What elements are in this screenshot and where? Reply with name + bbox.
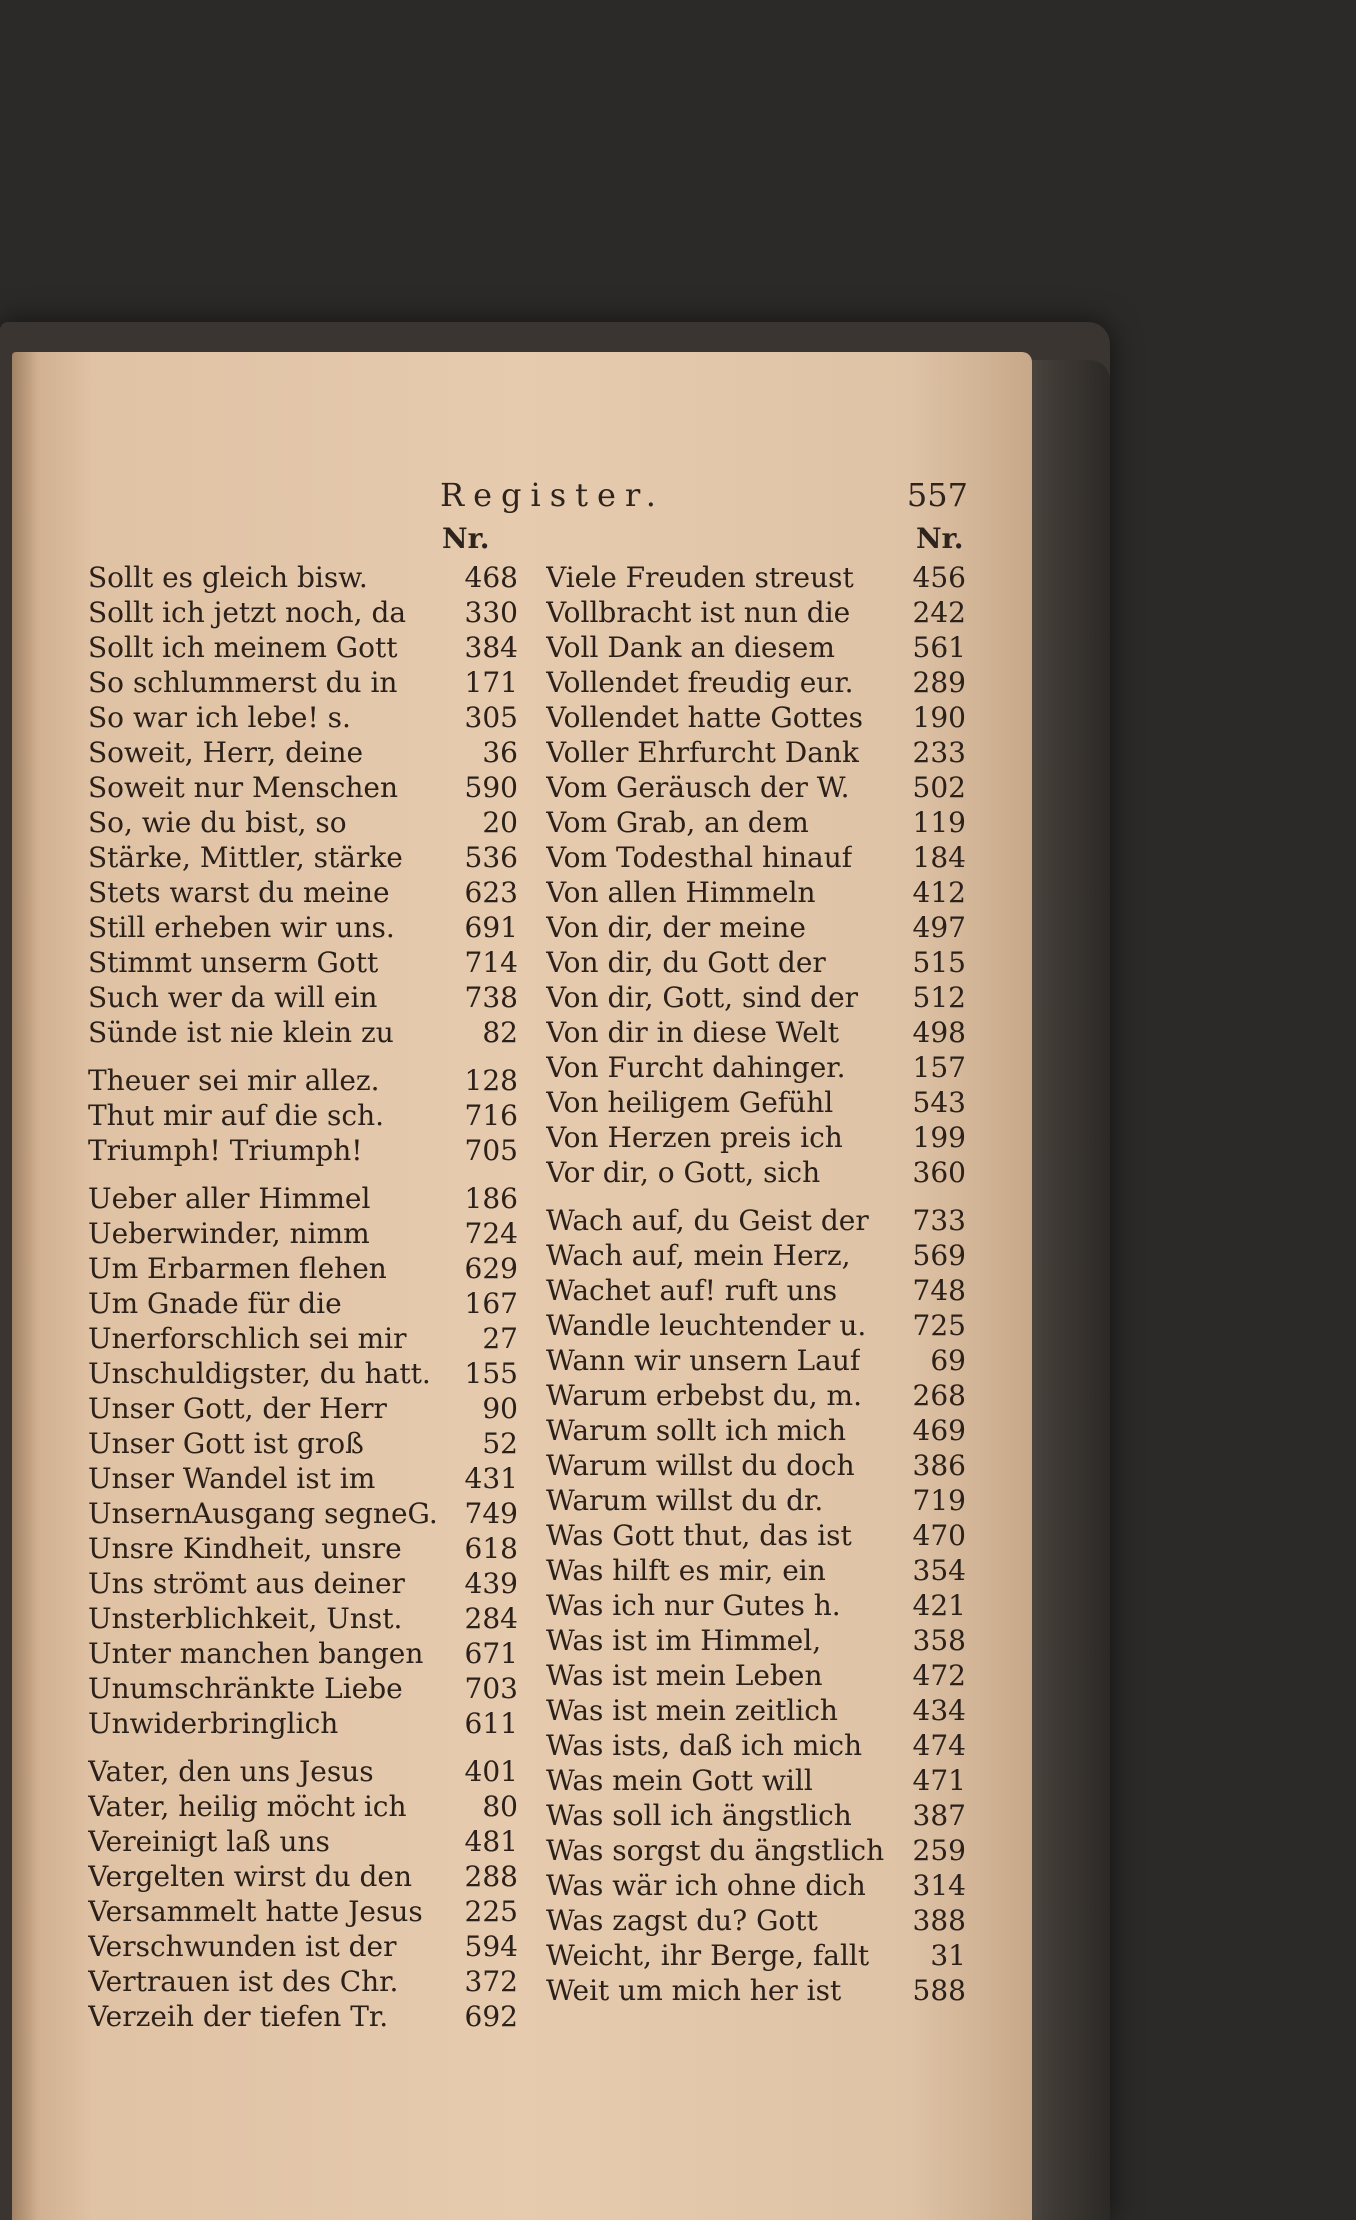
register-entry (88, 595, 518, 630)
hymn-number: 561 (912, 631, 966, 664)
hymn-first-line: Was Gott thut, das ist (546, 1519, 852, 1552)
register-entry (546, 700, 966, 735)
hymn-number: 594 (464, 1930, 518, 1963)
hymn-first-line: Von Furcht dahinger. (546, 1051, 846, 1084)
hymn-first-line: Vergelten wirst du den (88, 1860, 413, 1893)
hymn-number: 288 (464, 1860, 518, 1893)
hymn-first-line: Unsterblichkeit, Unst. (88, 1602, 403, 1635)
register-entry (546, 1015, 966, 1050)
hymn-number: 386 (912, 1449, 966, 1482)
hymn-number: 515 (912, 946, 966, 979)
register-entry (546, 1203, 966, 1238)
hymn-first-line: Weit um mich her ist (546, 1974, 842, 2007)
hymn-number: 471 (912, 1764, 966, 1797)
hymn-first-line: Was ists, daß ich mich (546, 1729, 863, 1762)
hymn-first-line: Sollt es gleich bisw. (88, 561, 368, 594)
register-entry (546, 1903, 966, 1938)
register-entry (88, 735, 518, 770)
hymn-number: 259 (912, 1834, 966, 1867)
hymn-number: 705 (464, 1134, 518, 1167)
hymn-number: 90 (482, 1392, 518, 1425)
register-entry (88, 840, 518, 875)
register-entry (546, 1868, 966, 1903)
hymn-number: 27 (482, 1322, 518, 1355)
hymn-number: 186 (464, 1182, 518, 1215)
hymn-first-line: Ueber aller Himmel (88, 1182, 371, 1215)
hymn-number: 225 (464, 1895, 518, 1928)
hymn-number: 749 (464, 1497, 518, 1530)
hymn-first-line: Unser Gott ist groß (88, 1427, 364, 1460)
hymn-first-line: Ueberwinder, nimm (88, 1217, 370, 1250)
register-entry (88, 1566, 518, 1601)
hymn-first-line: Unwiderbringlich (88, 1707, 339, 1740)
register-entry (88, 1461, 518, 1496)
hymn-number: 724 (464, 1217, 518, 1250)
register-entry (88, 1859, 518, 1894)
register-entry (88, 770, 518, 805)
hymn-first-line: Sünde ist nie klein zu (88, 1016, 394, 1049)
hymn-first-line: Unter manchen bangen (88, 1637, 424, 1670)
register-entry (88, 1706, 518, 1741)
hymn-first-line: Vom Todesthal hinauf (546, 841, 853, 874)
hymn-number: 590 (464, 771, 518, 804)
hymn-first-line: Wach auf, mein Herz, (546, 1239, 851, 1272)
hymn-number: 330 (464, 596, 518, 629)
hymn-first-line: Von dir, du Gott der (546, 946, 826, 979)
hymn-first-line: Voll Dank an diesem (546, 631, 835, 664)
register-right-column (546, 560, 966, 2008)
hymn-number: 469 (912, 1414, 966, 1447)
hymn-first-line: Wachet auf! ruft uns (546, 1274, 838, 1307)
register-entry (546, 840, 966, 875)
register-entry (546, 1085, 966, 1120)
register-entry (88, 1391, 518, 1426)
hymn-number: 498 (912, 1016, 966, 1049)
register-entry (88, 1894, 518, 1929)
register-entry (546, 1343, 966, 1378)
hymn-first-line: Vater, den uns Jesus (88, 1755, 374, 1788)
hymn-first-line: Stets warst du meine (88, 876, 390, 909)
hymn-number: 184 (912, 841, 966, 874)
hymn-number: 703 (464, 1672, 518, 1705)
left-column-number-label: Nr. (442, 522, 490, 555)
hymn-number: 388 (912, 1904, 966, 1937)
hymn-first-line: Triumph! Triumph! (88, 1134, 363, 1167)
hymn-number: 289 (912, 666, 966, 699)
hymn-number: 190 (912, 701, 966, 734)
hymn-number: 611 (464, 1707, 518, 1740)
hymn-first-line: Vor dir, o Gott, sich (546, 1156, 821, 1189)
hymn-first-line: Verschwunden ist der (88, 1930, 397, 1963)
register-entry (546, 1798, 966, 1833)
hymn-first-line: Was zagst du? Gott (546, 1904, 818, 1937)
hymn-number: 716 (464, 1099, 518, 1132)
hymn-number: 434 (912, 1694, 966, 1727)
register-entry (88, 910, 518, 945)
hymn-number: 691 (464, 911, 518, 944)
hymn-number: 456 (912, 561, 966, 594)
hymn-number: 738 (464, 981, 518, 1014)
hymn-first-line: Unerforschlich sei mir (88, 1322, 407, 1355)
hymn-first-line: Theuer sei mir allez. (88, 1064, 380, 1097)
hymn-first-line: Vereinigt laß uns (88, 1825, 330, 1858)
hymn-first-line: Thut mir auf die sch. (88, 1099, 385, 1132)
register-entry (546, 1308, 966, 1343)
hymn-number: 358 (912, 1624, 966, 1657)
hymn-first-line: Uns strömt aus deiner (88, 1567, 405, 1600)
register-entry (546, 805, 966, 840)
hymn-number: 20 (482, 806, 518, 839)
hymn-first-line: Sollt ich jetzt noch, da (88, 596, 407, 629)
hymn-first-line: Was soll ich ängstlich (546, 1799, 852, 1832)
register-entry (546, 735, 966, 770)
hymn-first-line: Soweit, Herr, deine (88, 736, 364, 769)
hymn-number: 31 (930, 1939, 966, 1972)
hymn-number: 431 (464, 1462, 518, 1495)
register-entry (546, 1120, 966, 1155)
register-entry (546, 1693, 966, 1728)
hymn-first-line: Warum willst du dr. (546, 1484, 824, 1517)
right-column-number-label: Nr. (916, 522, 964, 555)
hymn-first-line: Soweit nur Menschen (88, 771, 398, 804)
hymn-first-line: Verzeih der tiefen Tr. (88, 2000, 389, 2033)
hymn-first-line: Was hilft es mir, ein (546, 1554, 826, 1587)
hymn-number: 502 (912, 771, 966, 804)
register-entry (546, 1483, 966, 1518)
hymn-number: 536 (464, 841, 518, 874)
register-entry (546, 1728, 966, 1763)
register-entry (88, 980, 518, 1015)
hymn-number: 69 (930, 1344, 966, 1377)
register-entry (546, 1973, 966, 2008)
hymn-first-line: So war ich lebe! s. (88, 701, 351, 734)
register-entry (88, 1671, 518, 1706)
register-entry (546, 560, 966, 595)
register-entry (88, 1356, 518, 1391)
hymn-number: 82 (482, 1016, 518, 1049)
hymn-first-line: Von dir in diese Welt (546, 1016, 840, 1049)
hymn-first-line: Um Gnade für die (88, 1287, 342, 1320)
register-entry (546, 1658, 966, 1693)
hymn-number: 80 (482, 1790, 518, 1823)
hymn-first-line: Unumschränkte Liebe (88, 1672, 403, 1705)
hymn-number: 714 (464, 946, 518, 979)
hymn-number: 468 (464, 561, 518, 594)
hymn-number: 481 (464, 1825, 518, 1858)
hymn-number: 128 (464, 1064, 518, 1097)
register-entry (546, 980, 966, 1015)
hymn-first-line: Voller Ehrfurcht Dank (546, 736, 859, 769)
hymn-first-line: Weicht, ihr Berge, fallt (546, 1939, 870, 1972)
hymn-number: 439 (464, 1567, 518, 1600)
register-entry (546, 1518, 966, 1553)
hymn-number: 305 (464, 701, 518, 734)
hymn-number: 412 (912, 876, 966, 909)
hymn-first-line: Wann wir unsern Lauf (546, 1344, 861, 1377)
hymn-number: 52 (482, 1427, 518, 1460)
hymn-number: 512 (912, 981, 966, 1014)
hymn-first-line: Warum erbebst du, m. (546, 1379, 863, 1412)
hymn-first-line: Such wer da will ein (88, 981, 378, 1014)
hymn-number: 629 (464, 1252, 518, 1285)
page-number: 557 (906, 476, 968, 514)
register-entry (546, 945, 966, 980)
hymn-first-line: Warum willst du doch (546, 1449, 855, 1482)
register-entry (88, 1999, 518, 2034)
register-entry (88, 1824, 518, 1859)
hymn-first-line: Unser Gott, der Herr (88, 1392, 387, 1425)
hymn-number: 472 (912, 1659, 966, 1692)
register-entry (546, 770, 966, 805)
register-entry (88, 1929, 518, 1964)
hymn-first-line: Viele Freuden streust (546, 561, 854, 594)
hymn-first-line: Um Erbarmen flehen (88, 1252, 387, 1285)
register-entry (88, 1601, 518, 1636)
register-entry (88, 1251, 518, 1286)
hymn-number: 474 (912, 1729, 966, 1762)
hymn-number: 171 (464, 666, 518, 699)
register-entry (88, 1015, 518, 1050)
hymn-first-line: So schlummerst du in (88, 666, 398, 699)
register-entry (546, 1938, 966, 1973)
hymn-first-line: Versammelt hatte Jesus (88, 1895, 423, 1928)
hymn-number: 401 (464, 1755, 518, 1788)
register-entry (88, 700, 518, 735)
hymn-first-line: Still erheben wir uns. (88, 911, 395, 944)
register-entry (88, 560, 518, 595)
hymn-first-line: Sollt ich meinem Gott (88, 631, 398, 664)
hymn-first-line: Unsre Kindheit, unsre (88, 1532, 402, 1565)
hymn-number: 588 (912, 1974, 966, 2007)
hymn-number: 314 (912, 1869, 966, 1902)
hymn-number: 671 (464, 1637, 518, 1670)
hymn-first-line: UnsernAusgang segneG. (88, 1497, 438, 1530)
hymn-number: 421 (912, 1589, 966, 1622)
hymn-first-line: Vertrauen ist des Chr. (88, 1965, 399, 1998)
hymn-first-line: Von heiligem Gefühl (546, 1086, 834, 1119)
hymn-number: 268 (912, 1379, 966, 1412)
hymn-first-line: Was wär ich ohne dich (546, 1869, 866, 1902)
register-entry (88, 1063, 518, 1098)
hymn-first-line: Stärke, Mittler, stärke (88, 841, 403, 874)
register-entry (88, 1426, 518, 1461)
register-entry (88, 1636, 518, 1671)
page-gutter-shadow (12, 352, 38, 2220)
hymn-first-line: Was ich nur Gutes h. (546, 1589, 841, 1622)
hymn-first-line: Was ist im Himmel, (546, 1624, 822, 1657)
register-entry (546, 1833, 966, 1868)
hymn-number: 284 (464, 1602, 518, 1635)
hymn-number: 733 (912, 1204, 966, 1237)
hymn-number: 384 (464, 631, 518, 664)
hymn-first-line: Was ist mein Leben (546, 1659, 823, 1692)
register-entry (546, 1273, 966, 1308)
register-entry (546, 1050, 966, 1085)
hymn-first-line: Was sorgst du ängstlich (546, 1834, 885, 1867)
hymn-first-line: Vollendet hatte Gottes (546, 701, 864, 734)
hymn-number: 618 (464, 1532, 518, 1565)
register-entry (88, 1216, 518, 1251)
hymn-first-line: Warum sollt ich mich (546, 1414, 846, 1447)
hymn-number: 157 (912, 1051, 966, 1084)
hymn-number: 199 (912, 1121, 966, 1154)
register-entry (88, 805, 518, 840)
hymn-first-line: Was ist mein zeitlich (546, 1694, 838, 1727)
register-entry (546, 1238, 966, 1273)
hymn-number: 623 (464, 876, 518, 909)
register-entry (546, 595, 966, 630)
register-entry (546, 1155, 966, 1190)
hymn-number: 692 (464, 2000, 518, 2033)
page-header-title: Register. (440, 476, 665, 514)
register-entry (88, 1496, 518, 1531)
hymn-number: 119 (912, 806, 966, 839)
register-entry (88, 1789, 518, 1824)
hymn-first-line: Unschuldigster, du hatt. (88, 1357, 431, 1390)
hymn-number: 233 (912, 736, 966, 769)
hymn-number: 36 (482, 736, 518, 769)
hymn-number: 543 (912, 1086, 966, 1119)
hymn-number: 360 (912, 1156, 966, 1189)
hymn-first-line: Was mein Gott will (546, 1764, 813, 1797)
register-entry (88, 1181, 518, 1216)
register-left-column (88, 560, 518, 2034)
hymn-number: 497 (912, 911, 966, 944)
register-entry (88, 1321, 518, 1356)
hymn-number: 725 (912, 1309, 966, 1342)
hymn-number: 242 (912, 596, 966, 629)
hymn-first-line: Von dir, Gott, sind der (546, 981, 859, 1014)
hymn-number: 372 (464, 1965, 518, 1998)
register-entry (88, 1754, 518, 1789)
hymn-first-line: Unser Wandel ist im (88, 1462, 376, 1495)
hymn-first-line: Von dir, der meine (546, 911, 806, 944)
hymn-number: 167 (464, 1287, 518, 1320)
register-entry (88, 945, 518, 980)
hymn-number: 569 (912, 1239, 966, 1272)
hymn-number: 155 (464, 1357, 518, 1390)
register-entry (88, 1531, 518, 1566)
hymn-number: 387 (912, 1799, 966, 1832)
register-entry (88, 875, 518, 910)
hymn-first-line: Wandle leuchtender u. (546, 1309, 867, 1342)
hymn-first-line: Wach auf, du Geist der (546, 1204, 869, 1237)
register-entry (546, 910, 966, 945)
hymn-first-line: Vollendet freudig eur. (546, 666, 854, 699)
hymn-first-line: Von allen Himmeln (546, 876, 816, 909)
register-entry (88, 1286, 518, 1321)
register-entry (88, 665, 518, 700)
hymn-first-line: Vom Grab, an dem (546, 806, 809, 839)
register-entry (546, 1378, 966, 1413)
hymn-number: 470 (912, 1519, 966, 1552)
register-entry (546, 1763, 966, 1798)
hymn-first-line: Vollbracht ist nun die (546, 596, 851, 629)
register-entry (546, 875, 966, 910)
register-entry (88, 1964, 518, 1999)
hymn-number: 719 (912, 1484, 966, 1517)
register-entry (88, 630, 518, 665)
hymn-first-line: Vom Geräusch der W. (546, 771, 850, 804)
register-entry (546, 665, 966, 700)
hymn-first-line: Stimmt unserm Gott (88, 946, 379, 979)
hymn-first-line: So, wie du bist, so (88, 806, 347, 839)
hymn-number: 748 (912, 1274, 966, 1307)
register-entry (546, 630, 966, 665)
register-entry (546, 1448, 966, 1483)
hymn-first-line: Von Herzen preis ich (546, 1121, 843, 1154)
register-entry (546, 1553, 966, 1588)
hymn-number: 354 (912, 1554, 966, 1587)
register-entry (546, 1588, 966, 1623)
register-entry (88, 1098, 518, 1133)
register-entry (88, 1133, 518, 1168)
register-entry (546, 1413, 966, 1448)
hymn-first-line: Vater, heilig möcht ich (88, 1790, 407, 1823)
register-entry (546, 1623, 966, 1658)
